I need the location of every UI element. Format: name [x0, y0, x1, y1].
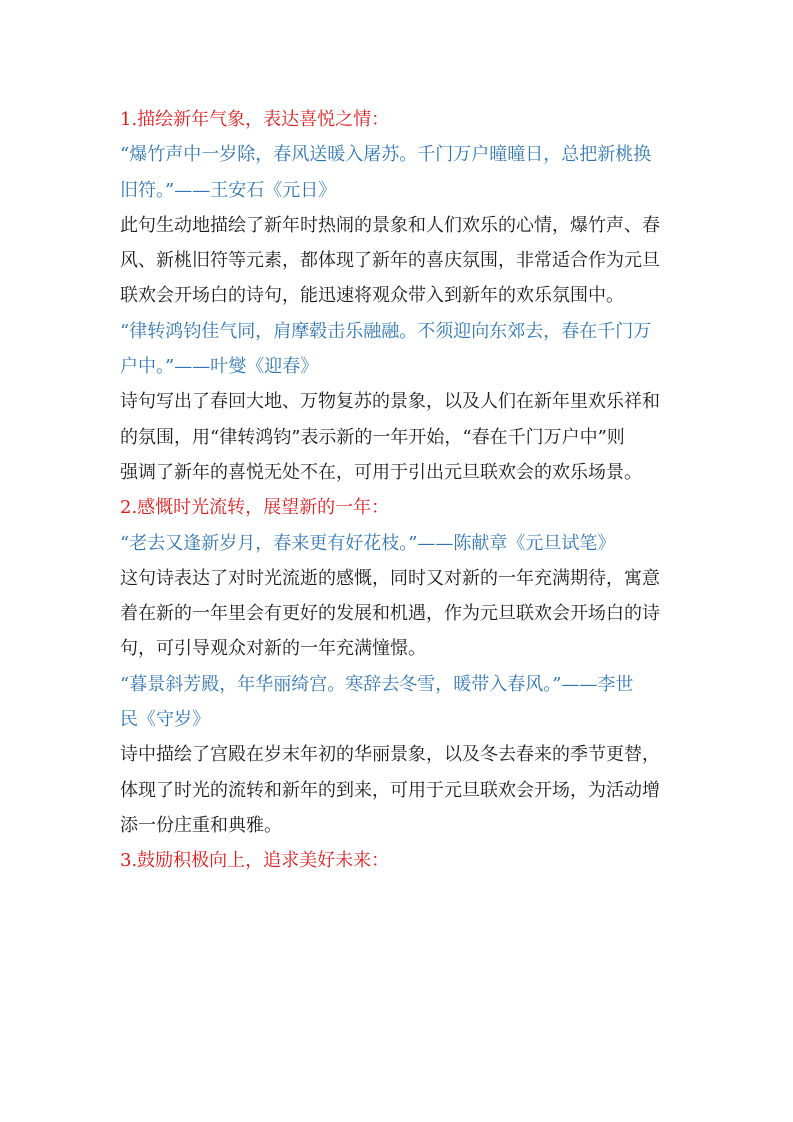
body-line: 着在新的一年里会有更好的发展和机遇，作为元旦联欢会开场白的诗	[120, 603, 660, 625]
body-line: 添一份庄重和典雅。	[120, 814, 282, 836]
body-line: 风、新桃旧符等元素，都体现了新年的喜庆氛围，非常适合作为元旦	[120, 250, 660, 272]
quote-line: 户中。”——叶燮《迎春》	[120, 356, 319, 378]
quote-line: 旧符。”——王安石《元日》	[120, 179, 337, 201]
document-page	[120, 102, 680, 879]
quote-line: “暮景斜芳殿，年华丽绮宫。寒辞去冬雪，暖带入春风。”——李世	[120, 673, 634, 695]
quote-line: “爆竹声中一岁除，春风送暖入屠苏。千门万户曈曈日，总把新桃换	[120, 144, 652, 166]
body-line: 强调了新年的喜悦无处不在，可用于引出元旦联欢会的欢乐场景。	[120, 461, 642, 483]
poem-quote	[120, 526, 680, 561]
section-heading: 2.感慨时光流转，展望新的一年：	[120, 497, 390, 519]
section-heading: 3.鼓励积极向上，追求美好未来：	[120, 850, 390, 872]
quote-line: “律转鸿钧佳气同，肩摩毂击乐融融。不须迎向东郊去，春在千门万	[120, 320, 652, 342]
section-3	[120, 843, 680, 878]
body-line: 的氛围，用“律转鸿钧”表示新的一年开始，“春在千门万户中”则	[120, 426, 625, 448]
commentary-paragraph	[120, 208, 680, 314]
commentary-paragraph	[120, 384, 680, 490]
commentary-paragraph	[120, 737, 680, 843]
section-1	[120, 102, 680, 490]
body-line: 这句诗表达了对时光流逝的感慨，同时又对新的一年充满期待，寓意	[120, 567, 660, 589]
body-line: 诗句写出了春回大地、万物复苏的景象，以及人们在新年里欢乐祥和	[120, 391, 660, 413]
commentary-paragraph	[120, 561, 680, 667]
poem-quote	[120, 137, 680, 208]
poem-quote	[120, 667, 680, 738]
body-line: 联欢会开场白的诗句，能迅速将观众带入到新年的欢乐氛围中。	[120, 285, 624, 307]
section-2	[120, 490, 680, 843]
body-line: 句，可引导观众对新的一年充满憧憬。	[120, 638, 426, 660]
quote-line: 民《守岁》	[120, 709, 210, 731]
body-line: 体现了时光的流转和新年的到来，可用于元旦联欢会开场，为活动增	[120, 779, 660, 801]
section-heading: 1.描绘新年气象，表达喜悦之情：	[120, 109, 390, 130]
body-line: 此句生动地描绘了新年时热闹的景象和人们欢乐的心情，爆竹声、春	[120, 214, 660, 236]
quote-line: “老去又逢新岁月，春来更有好花枝。”——陈献章《元旦试笔》	[120, 532, 616, 554]
poem-quote	[120, 314, 680, 385]
body-line: 诗中描绘了宫殿在岁末年初的华丽景象，以及冬去春来的季节更替，	[120, 744, 660, 766]
